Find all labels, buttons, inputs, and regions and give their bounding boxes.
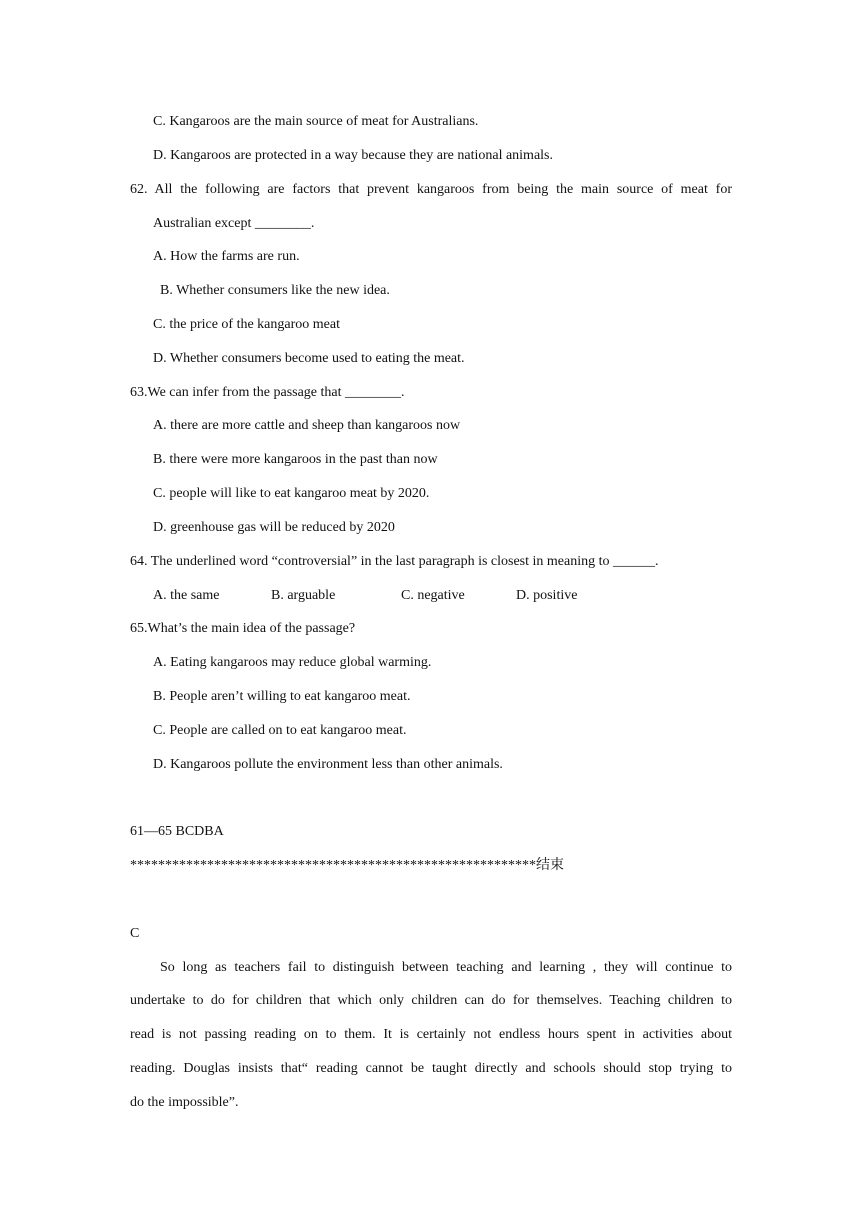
q61-option-d: D. Kangaroos are protected in a way because they are national animals. — [153, 148, 553, 163]
q62-option-d: D. Whether consumers become used to eating the meat. — [153, 351, 465, 366]
section-c-line-1: So long as teachers fail to distinguish between teaching and learning , they will continue to — [160, 960, 732, 975]
q64-option-c: C. negative — [401, 588, 465, 603]
section-c-line-2: undertake to do for children that which only children can do for themselves. Teaching children to — [130, 993, 732, 1008]
q63-option-c: C. people will like to eat kangaroo meat by 2020. — [153, 486, 430, 501]
q65-option-c: C. People are called on to eat kangaroo meat. — [153, 723, 407, 738]
section-end-separator: **********************************************************结束 — [130, 858, 564, 873]
q62-option-c: C. the price of the kangaroo meat — [153, 317, 340, 332]
q62-option-a: A. How the farms are run. — [153, 249, 300, 264]
q65-option-b: B. People aren’t willing to eat kangaroo meat. — [153, 689, 411, 704]
q64-option-b: B. arguable — [271, 588, 336, 603]
q62-stem-line2: Australian except ________. — [153, 216, 315, 231]
q63-stem: 63.We can infer from the passage that ________. — [130, 385, 405, 400]
q63-option-b: B. there were more kangaroos in the past than now — [153, 452, 438, 467]
q61-option-c: C. Kangaroos are the main source of meat for Australians. — [153, 114, 479, 129]
section-c-line-5: do the impossible”. — [130, 1095, 239, 1110]
section-c-line-4: reading. Douglas insists that“ reading cannot be taught directly and schools should stop trying to — [130, 1061, 732, 1076]
q64-option-d: D. positive — [516, 588, 578, 603]
q64-stem: 64. The underlined word “controversial” in the last paragraph is closest in meaning to ______. — [130, 554, 659, 569]
q65-stem: 65.What’s the main idea of the passage? — [130, 621, 356, 636]
q62-stem-line1: 62. All the following are factors that prevent kangaroos from being the main source of meat for — [130, 182, 732, 197]
answer-key: 61—65 BCDBA — [130, 824, 224, 839]
q62-option-b: B. Whether consumers like the new idea. — [160, 283, 390, 298]
q64-option-a: A. the same — [153, 588, 220, 603]
section-c-label: C — [130, 926, 140, 941]
q65-option-d: D. Kangaroos pollute the environment less than other animals. — [153, 757, 503, 772]
q65-option-a: A. Eating kangaroos may reduce global warming. — [153, 655, 432, 670]
section-c-line-3: read is not passing reading on to them. It is certainly not endless hours spent in activities about — [130, 1027, 732, 1042]
q63-option-a: A. there are more cattle and sheep than kangaroos now — [153, 418, 461, 433]
q63-option-d: D. greenhouse gas will be reduced by 2020 — [153, 520, 395, 535]
